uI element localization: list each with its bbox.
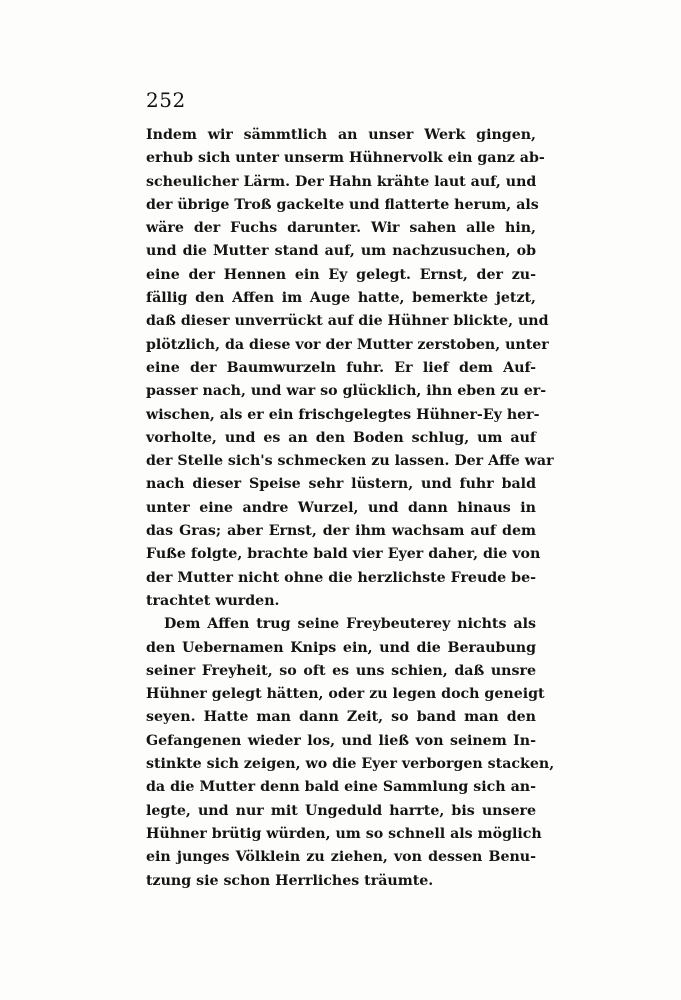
text-line: wäre der Fuchs darunter. Wir sahen alle hin, [146,220,536,237]
text-line: tzung sie schon Herrliches träumte. [146,872,434,889]
text-line: seyen. Hatte man dann Zeit, so band man den [146,709,536,726]
text-line: passer nach, und war so glücklich, ihn eben zu er- [146,383,547,400]
text-line: eine der Hennen ein Ey gelegt. Ernst, der zu- [146,266,536,283]
text-line: nach dieser Speise sehr lüstern, und fuhr bald [146,476,536,493]
text-line: vorholte, und es an den Boden schlug, um auf [146,429,536,446]
text-line: da die Mutter denn bald eine Sammlung sich an- [146,779,536,796]
text-line: Gefangenen wieder los, und ließ von seinem In- [146,732,536,749]
text-line: Fuße folgte, brachte bald vier Eyer daher, die von [146,546,541,563]
text-line: daß dieser unverrückt auf die Hühner blickte, und [146,313,549,330]
text-line: wischen, als er ein frischgelegtes Hühner-Ey her- [146,406,540,423]
text-line: erhub sich unter unserm Hühnervolk ein ganz ab- [146,150,545,167]
text-line: das Gras; aber Ernst, der ihm wachsam auf dem [146,523,536,540]
text-line: Indem wir sämmtlich an unser Werk gingen, [146,127,536,143]
text-line: legte, und nur mit Ungeduld harrte, bis unsere [146,802,536,819]
text-line: Dem Affen trug seine Freybeuterey nichts als [164,616,536,633]
body-text [146,124,555,893]
text-line: stinkte sich zeigen, wo die Eyer verborgen stacken, [146,756,555,773]
text-line: und die Mutter stand auf, um nachzusuchen, ob [146,243,536,260]
text-line: plötzlich, da diese vor der Mutter zerstoben, unter [146,336,549,353]
text-line: fällig den Affen im Auge hatte, bemerkte jetzt, [146,290,536,307]
text-line: scheulicher Lärm. Der Hahn krähte laut auf, und [146,173,537,190]
text-line: Hühner gelegt hätten, oder zu legen doch geneigt [146,686,545,703]
text-line: der übrige Troß gackelte und flatterte herum, als [146,196,539,213]
text-line: trachtet wurden. [146,592,280,609]
page-number: 252 [146,88,186,112]
text-line: der Stelle sich's schmecken zu lassen. Der Affe war [146,453,554,470]
text-line: den Uebernamen Knips ein, und die Beraubung [146,639,536,656]
text-line: Hühner brütig würden, um so schnell als möglich [146,825,542,842]
text-line: ein junges Völklein zu ziehen, von dessen Benu- [146,849,536,866]
text-line: eine der Baumwurzeln fuhr. Er lief dem Auf- [146,359,536,376]
text-line: unter eine andre Wurzel, und dann hinaus in [146,499,536,516]
text-line: seiner Freyheit, so oft es uns schien, daß unsre [146,662,536,679]
text-line: der Mutter nicht ohne die herzlichste Freude be- [146,569,536,586]
